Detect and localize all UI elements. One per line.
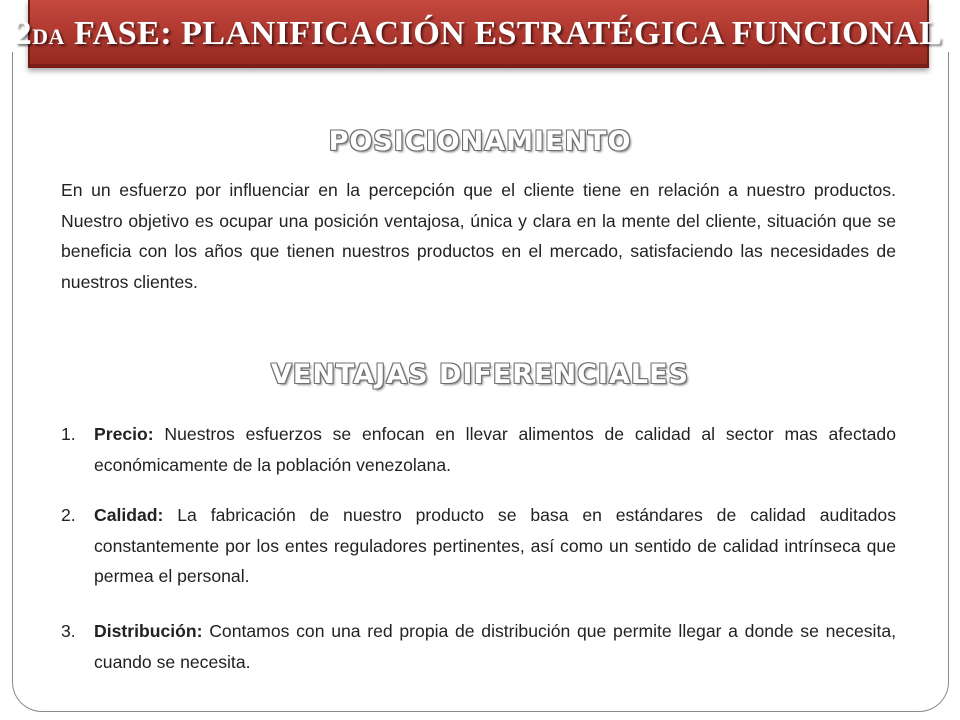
list-item-label: Distribución: <box>94 621 203 641</box>
title-bar <box>14 0 943 68</box>
posicionamiento-paragraph: En un esfuerzo por influenciar en la percepción que el cliente tiene en relación a nuestro productos. Nuestro objetivo es ocupar una posición ventajosa, única y clara en la mente del cliente, situación que se beneficia con los años que tienen nuestros productos en el mercado, satisfaciendo las necesidades de nuestros clientes. <box>61 180 896 292</box>
list-item-distribucion <box>61 616 896 677</box>
heading-posicionamiento: POSICIONAMIENTO <box>328 126 632 157</box>
title-text: FASE: PLANIFICACIÓN ESTRATÉGICA FUNCIONAL <box>73 15 943 52</box>
heading-ventajas-diferenciales: VENTAJAS DIFERENCIALES <box>271 359 689 390</box>
list-item-precio <box>61 419 896 480</box>
page-title <box>15 15 943 53</box>
list-item-label: Calidad: <box>94 505 164 525</box>
list-item-text: Nuestros esfuerzos se enfocan en llevar alimentos de calidad al sector mas afectado económicamente de la población venezolana. <box>94 424 896 475</box>
list-item-calidad <box>61 500 896 592</box>
list-item-label: Precio: <box>94 424 154 444</box>
list-item-text: La fabricación de nuestro producto se basa en estándares de calidad auditados constantemente por los entes reguladores pertinentes, así como un sentido de calidad intrínseca que permea el personal. <box>94 505 896 586</box>
list-number: 2. <box>61 505 76 525</box>
title-ordinal-suffix: DA <box>32 24 65 49</box>
list-number: 3. <box>61 621 76 641</box>
list-number: 1. <box>61 424 76 444</box>
title-number: 2 <box>14 15 33 52</box>
list-item-text: Contamos con una red propia de distribución que permite llegar a donde se necesita, cuando se necesita. <box>94 621 897 672</box>
